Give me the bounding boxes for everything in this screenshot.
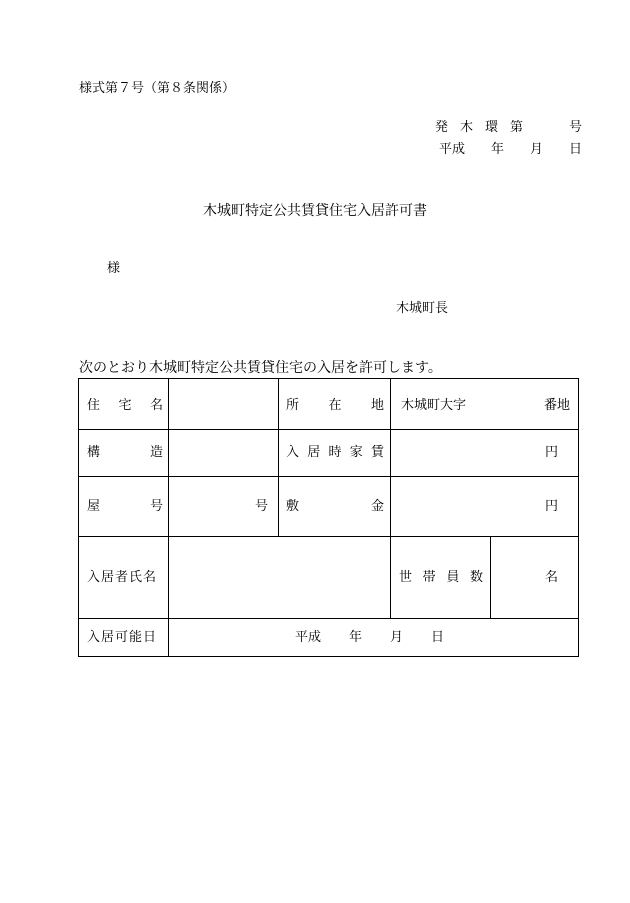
column-divider	[168, 379, 169, 657]
date-day: 日	[568, 142, 582, 157]
structure-label: 構 造	[87, 445, 163, 460]
issue-number-line	[435, 121, 582, 134]
issue-char-3: 環	[484, 120, 498, 135]
unit-number-label: 屋 号	[87, 499, 163, 514]
household-unit: 名	[544, 570, 558, 585]
location-prefix: 木城町大字	[401, 398, 467, 413]
household-size-label: 世 帯 員 数	[399, 570, 483, 585]
issue-char-2: 木	[459, 120, 473, 135]
row-divider	[79, 476, 578, 477]
date-year: 年	[490, 142, 504, 157]
document-title: 木城町特定公共賃貸住宅入居許可書	[203, 203, 427, 219]
tenant-name-label: 入居者氏名	[87, 570, 158, 585]
column-divider	[490, 536, 491, 618]
issuer-name: 木城町長	[396, 301, 449, 316]
permit-table	[78, 378, 579, 657]
issue-char-4: 第	[509, 120, 523, 135]
permission-statement: 次のとおり木城町特定公共賃貸住宅の入居を許可します。	[79, 360, 442, 376]
move-in-rent-label: 入 居 時 家 賃	[286, 445, 384, 460]
addressee-suffix: 様	[107, 261, 121, 276]
issue-char-1: 発	[434, 120, 448, 135]
available-date-value: 平成 年 月 日	[295, 630, 445, 645]
issue-date-line	[439, 143, 582, 156]
row-divider	[79, 429, 578, 430]
deposit-label: 敷 金	[286, 499, 384, 514]
available-date-label: 入居可能日	[87, 630, 158, 645]
rent-unit: 円	[544, 445, 558, 460]
house-number-unit: 号	[255, 499, 269, 514]
location-suffix: 番地	[543, 398, 570, 413]
date-month: 月	[529, 142, 543, 157]
form-number: 様式第７号（第８条関係）	[79, 81, 236, 96]
date-era: 平成	[438, 142, 465, 157]
row-divider	[79, 536, 578, 537]
column-divider	[390, 379, 391, 618]
housing-name-label: 住 宅 名	[87, 398, 163, 413]
column-divider	[278, 379, 279, 536]
issue-char-5: 号	[568, 120, 582, 135]
row-divider	[79, 618, 578, 619]
deposit-unit: 円	[544, 499, 558, 514]
location-label: 所 在 地	[286, 398, 384, 413]
